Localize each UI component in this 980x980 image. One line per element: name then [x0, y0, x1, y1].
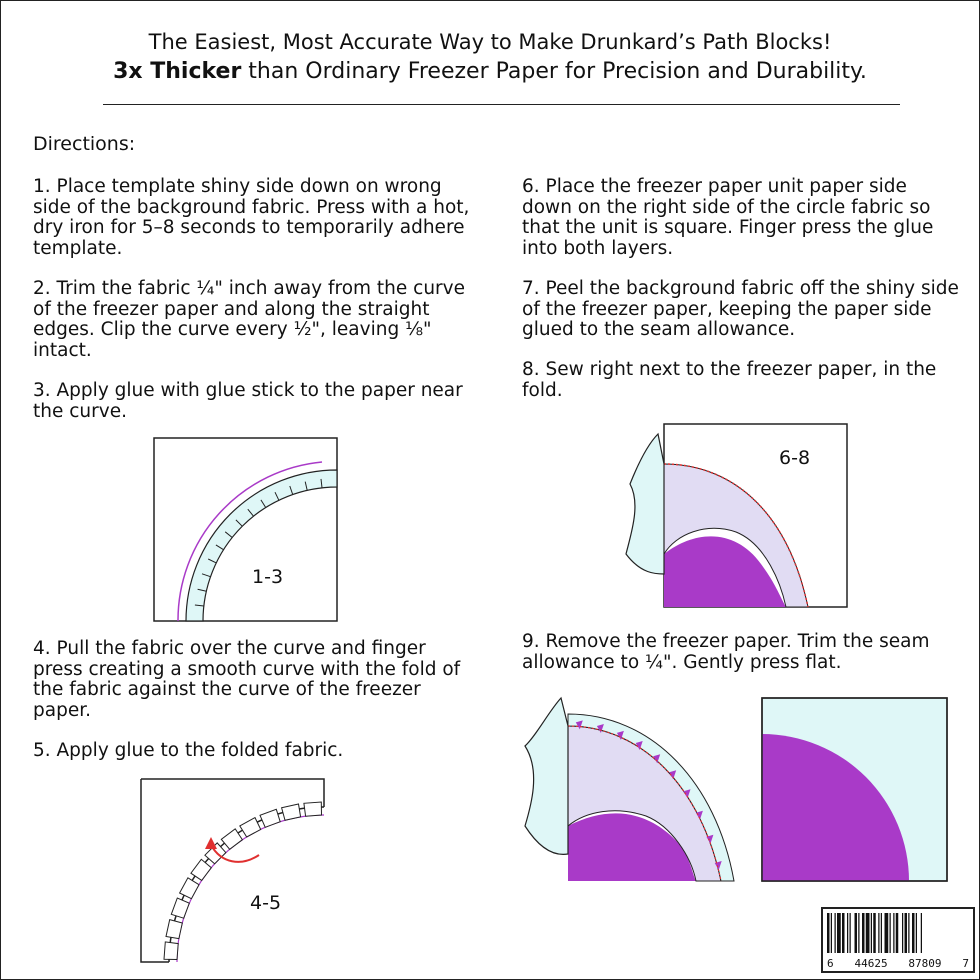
barcode-bar [908, 913, 909, 953]
step-1: 1. Place template shiny side down on wrong side of the background fabric. Press with a hot, dry iron for 5–8 seconds to temporarily adhere template. [33, 176, 470, 259]
barcode-bar [831, 913, 832, 953]
step-7: 7. Peel the background fabric off the shiny side of the freezer paper, keeping the paper side glued to the seam allowance. [522, 278, 959, 340]
barcode-bar [885, 913, 889, 953]
barcode-bar [905, 913, 908, 953]
barcode-digits [823, 957, 973, 970]
barcode-bar [896, 913, 899, 953]
barcode-bar [866, 913, 870, 953]
barcode-bar [893, 913, 894, 953]
step-6: 6. Place the freezer paper unit paper side down on the right side of the circle fabric so that the unit is square. Finger press the glue into both layers. [522, 176, 934, 259]
directions-title: Directions: [33, 133, 136, 155]
barcode-bar [847, 913, 848, 953]
diagram-label-4-5: 4-5 [250, 892, 282, 914]
step-3: 3. Apply glue with glue stick to the paper near the curve. [33, 380, 463, 422]
barcode-bar [890, 913, 891, 953]
barcode-bar [916, 913, 917, 953]
barcode-bar [858, 913, 859, 953]
diagram-9-finished [762, 698, 947, 881]
barcode-digit-group: 7 [962, 957, 969, 970]
barcode-bar [855, 913, 858, 953]
step-4: 4. Pull the fabric over the curve and finger press creating a smooth curve with the fold of the fabric against the curve of the freezer paper. [33, 638, 461, 721]
barcode-bar [827, 913, 830, 953]
barcode-bar [912, 913, 915, 953]
header-line-1: The Easiest, Most Accurate Way to Make Drunkard’s Path Blocks! [148, 30, 832, 54]
divider [103, 104, 900, 105]
barcode-digit-group: 6 [827, 957, 834, 970]
barcode-bar [835, 913, 836, 953]
barcode-bar [837, 913, 841, 953]
diagram-label-6-8: 6-8 [779, 447, 811, 469]
step-9: 9. Remove the freezer paper. Trim the seam allowance to ¼". Gently press flat. [522, 631, 930, 673]
barcode-bar [842, 913, 845, 953]
diagram-label-1-3: 1-3 [252, 566, 284, 588]
header [1, 27, 979, 87]
header-emphasis: 3x Thicker [113, 59, 242, 84]
header-line-2-rest: than Ordinary Freezer Paper for Precision and Durability. [241, 59, 867, 84]
diagram-1-3 [154, 438, 337, 621]
barcode-bar [850, 913, 851, 953]
barcode-digit-group: 44625 [854, 957, 888, 970]
barcode-bar [878, 913, 879, 953]
barcode-bar [902, 913, 903, 953]
barcode-bar [921, 913, 922, 953]
barcode-bar [873, 913, 876, 953]
diagram-4-5 [141, 779, 324, 962]
header-line-2 [1, 57, 979, 87]
barcode-bar [871, 913, 872, 953]
barcode-digit-group: 87809 [908, 957, 942, 970]
barcode-bar [862, 913, 865, 953]
barcode-bar [881, 913, 882, 953]
step-8: 8. Sew right next to the freezer paper, in the fold. [522, 359, 937, 401]
diagram-9-before [521, 696, 736, 881]
barcode-bars [827, 913, 967, 953]
step-2: 2. Trim the fabric ¼" inch away from the curve of the freezer paper and along the straight edges. Clip the curve every ½", leaving ⅛" intact. [33, 278, 465, 361]
step-5: 5. Apply glue to the folded fabric. [33, 740, 344, 761]
barcode [821, 907, 975, 973]
diagram-6-8 [616, 424, 848, 607]
